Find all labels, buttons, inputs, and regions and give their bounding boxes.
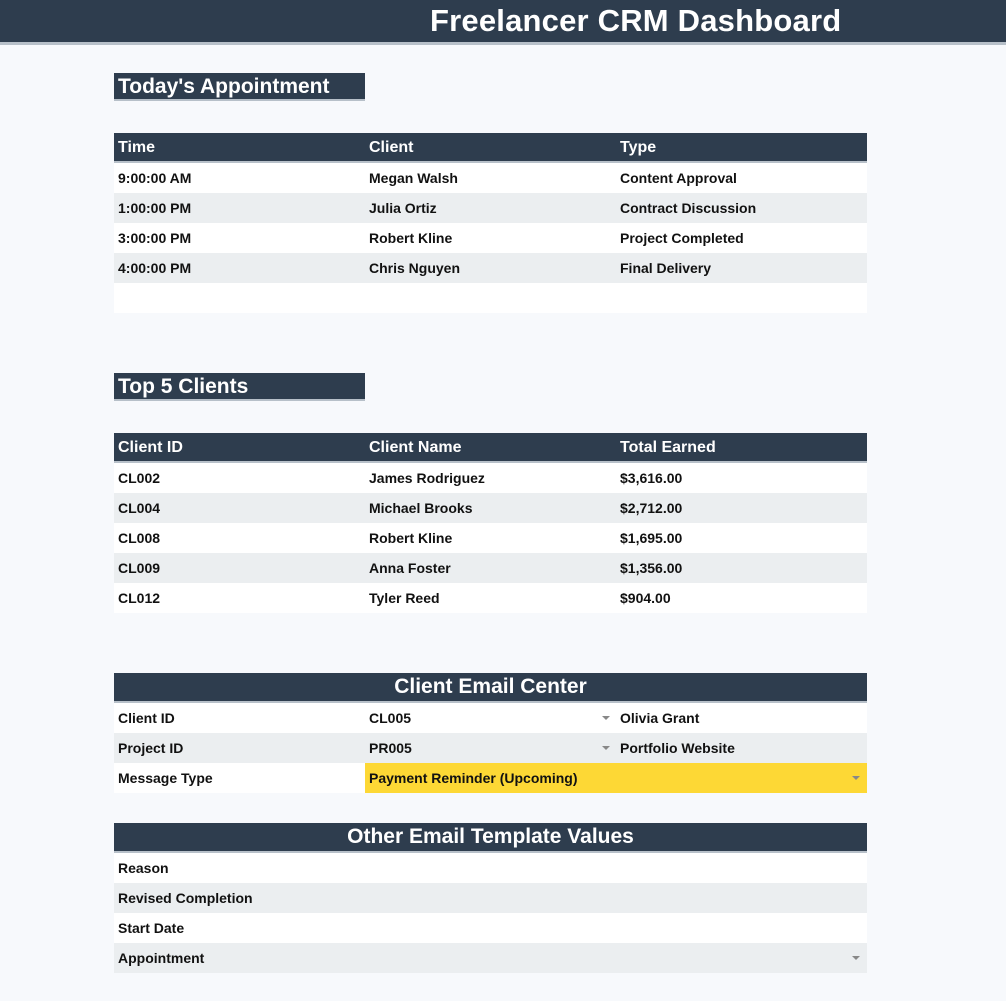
total-earned[interactable]: $1,695.00 (620, 530, 683, 546)
message-type-value: Payment Reminder (Upcoming) (369, 770, 578, 786)
table-row (114, 193, 867, 223)
appointment-type[interactable]: Contract Discussion (620, 200, 757, 216)
start-date-row (114, 913, 867, 943)
appointment-type[interactable]: Project Completed (620, 230, 744, 246)
client-name[interactable]: Anna Foster (369, 560, 451, 576)
appointment-row (114, 943, 867, 973)
appointment-client[interactable] (365, 283, 616, 313)
reason-row (114, 853, 867, 883)
start-date-input[interactable] (365, 913, 867, 943)
appointments-header-row (114, 133, 867, 163)
top-clients-table (114, 433, 867, 613)
appointment-client[interactable]: Megan Walsh (369, 170, 458, 186)
appointments-table (114, 133, 867, 313)
client-id-label: Client ID (118, 710, 175, 726)
project-id-dropdown[interactable] (365, 733, 616, 763)
appointment-client[interactable]: Chris Nguyen (369, 260, 461, 276)
total-earned[interactable]: $3,616.00 (620, 470, 683, 486)
total-earned[interactable]: $904.00 (620, 590, 671, 606)
revised-completion-label: Revised Completion (118, 890, 253, 906)
project-id-row (114, 733, 867, 763)
chevron-down-icon[interactable] (602, 746, 610, 750)
project-name-value: Portfolio Website (620, 740, 735, 756)
appointment-type[interactable]: Final Delivery (620, 260, 712, 276)
email-center-panel (114, 673, 867, 793)
client-name[interactable]: Robert Kline (369, 530, 453, 546)
client-name[interactable]: Tyler Reed (369, 590, 440, 606)
total-earned[interactable]: $2,712.00 (620, 500, 683, 516)
revised-completion-row (114, 883, 867, 913)
appointment-time[interactable]: 1:00:00 PM (118, 200, 192, 216)
table-row (114, 523, 867, 553)
appointment-time[interactable] (114, 283, 365, 313)
column-header-total-earned: Total Earned (620, 439, 716, 456)
table-row (114, 553, 867, 583)
dashboard-title: Freelancer CRM Dashboard (430, 3, 842, 38)
client-id-row (114, 703, 867, 733)
template-values-title: Other Email Template Values (114, 823, 867, 853)
chevron-down-icon[interactable] (852, 776, 860, 780)
message-type-row (114, 763, 867, 793)
reason-label: Reason (118, 860, 169, 876)
dashboard-header (0, 0, 1006, 45)
appointment-dropdown[interactable] (365, 943, 867, 973)
start-date-label: Start Date (118, 920, 185, 936)
client-name[interactable]: Michael Brooks (369, 500, 473, 516)
revised-completion-input[interactable] (365, 883, 867, 913)
column-header-client-name: Client Name (369, 439, 462, 456)
top-clients-header-row (114, 433, 867, 463)
column-header-client: Client (369, 139, 414, 156)
client-id[interactable]: CL008 (118, 530, 161, 546)
table-row (114, 253, 867, 283)
email-center-title: Client Email Center (114, 673, 867, 703)
template-values-panel (114, 823, 867, 973)
client-id[interactable]: CL009 (118, 560, 161, 576)
table-row (114, 493, 867, 523)
top-clients-section-title: Top 5 Clients (114, 373, 365, 401)
client-id[interactable]: CL002 (118, 470, 161, 486)
client-id[interactable]: CL004 (118, 500, 161, 516)
client-id-dropdown[interactable] (365, 703, 616, 733)
message-type-label: Message Type (118, 770, 213, 786)
client-name-value: Olivia Grant (620, 710, 700, 726)
table-row (114, 163, 867, 193)
appointment-type[interactable] (616, 283, 867, 313)
appointment-time[interactable]: 4:00:00 PM (118, 260, 192, 276)
table-row (114, 463, 867, 493)
column-header-time: Time (118, 139, 156, 156)
appointments-section-title: Today's Appointment (114, 73, 365, 101)
project-id-value: PR005 (369, 740, 412, 756)
project-id-label: Project ID (118, 740, 184, 756)
table-row (114, 583, 867, 613)
table-row-empty (114, 283, 867, 313)
client-name[interactable]: James Rodriguez (369, 470, 485, 486)
appointment-time[interactable]: 3:00:00 PM (118, 230, 192, 246)
appointment-time[interactable]: 9:00:00 AM (118, 170, 192, 186)
table-row (114, 223, 867, 253)
appointment-client[interactable]: Julia Ortiz (369, 200, 437, 216)
client-id[interactable]: CL012 (118, 590, 161, 606)
appointment-type[interactable]: Content Approval (620, 170, 737, 186)
reason-input[interactable] (365, 853, 867, 883)
message-type-dropdown[interactable] (365, 763, 867, 793)
column-header-type: Type (620, 139, 657, 156)
client-id-value: CL005 (369, 710, 412, 726)
appointment-label: Appointment (118, 950, 205, 966)
chevron-down-icon[interactable] (602, 716, 610, 720)
column-header-client-id: Client ID (118, 439, 183, 456)
appointment-client[interactable]: Robert Kline (369, 230, 453, 246)
chevron-down-icon[interactable] (852, 956, 860, 960)
total-earned[interactable]: $1,356.00 (620, 560, 683, 576)
